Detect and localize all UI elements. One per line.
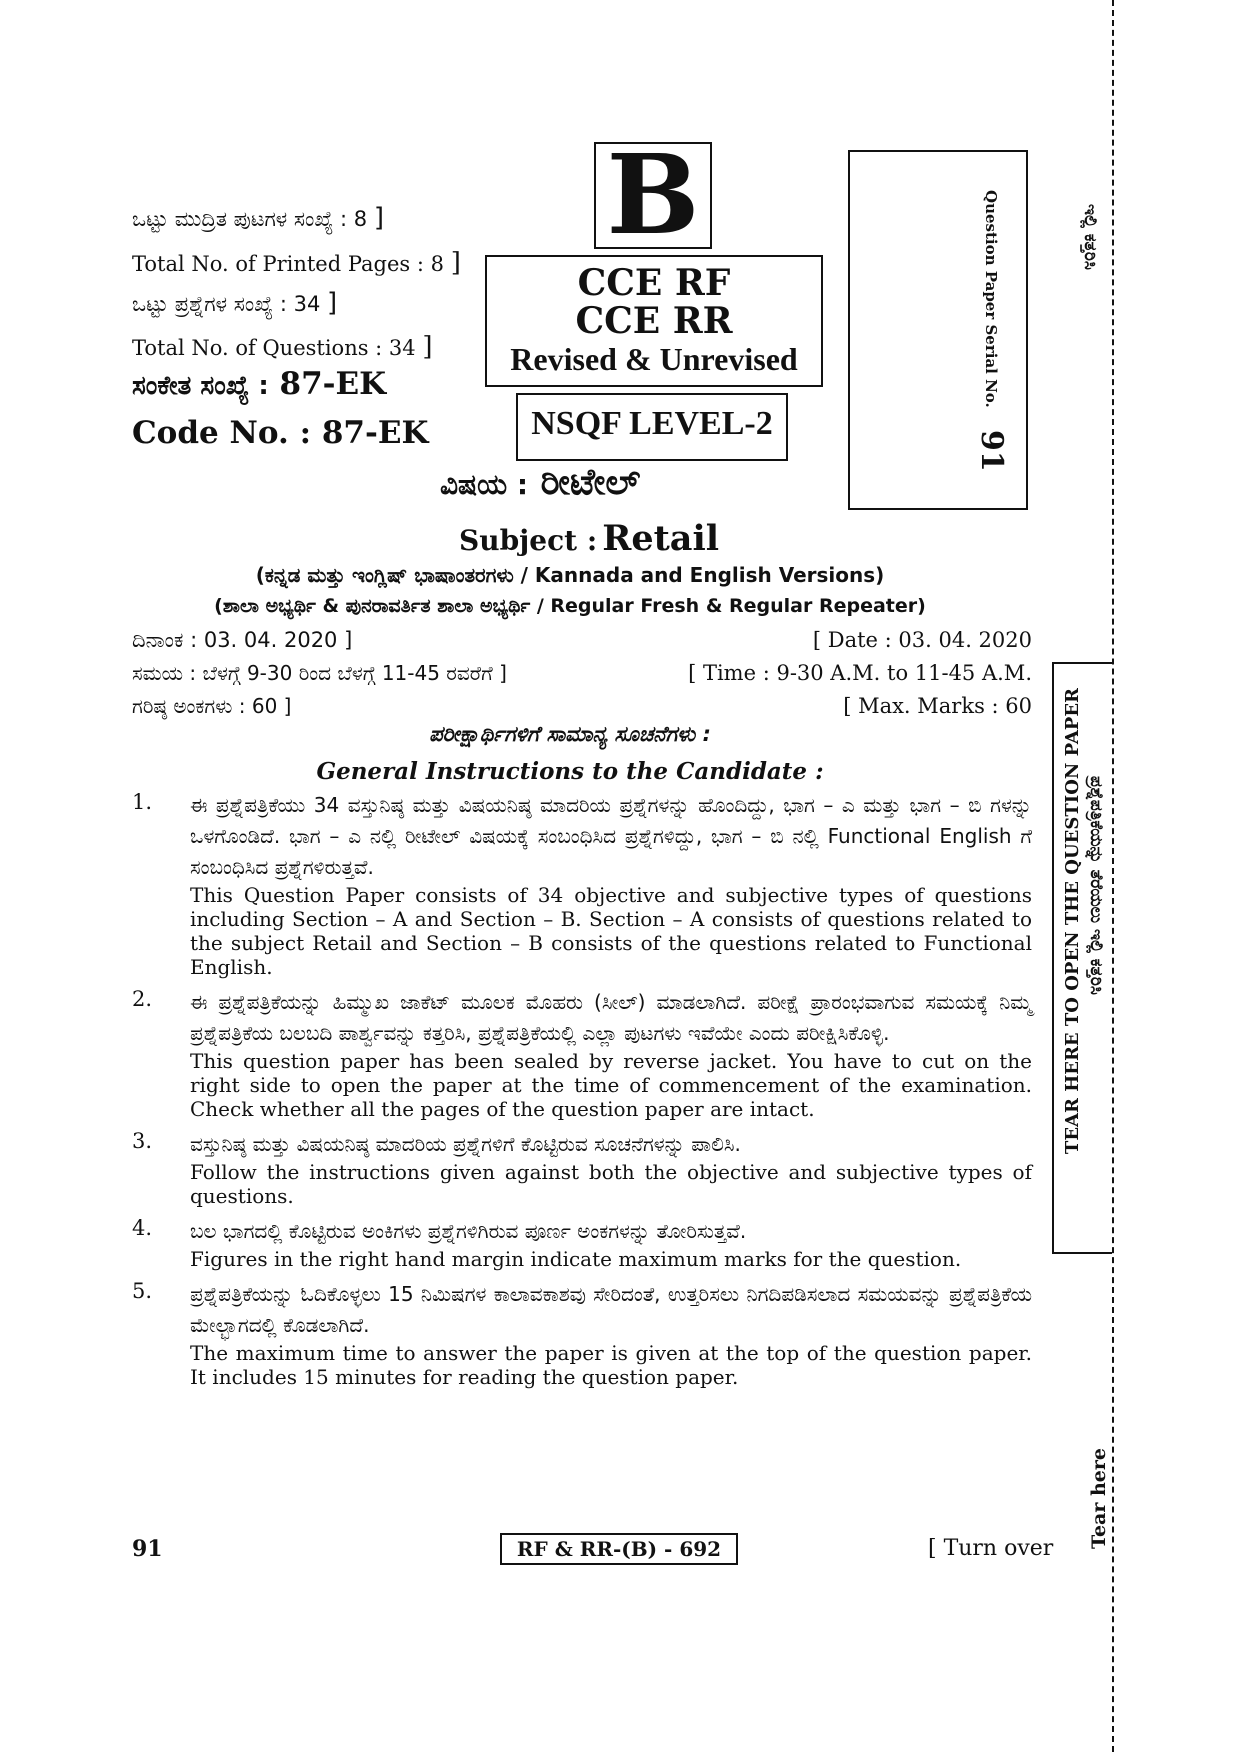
instruction-en-text: The maximum time to answer the paper is given at the top of the question paper. It includes 15 minutes for reading the question paper. <box>190 1341 1032 1389</box>
instruction-kn-text: ವಸ್ತುನಿಷ್ಠ ಮತ್ತು ವಿಷಯನಿಷ್ಠ ಮಾದರಿಯ ಪ್ರಶ್ನೆಗಳಿಗೆ ಕೊಟ್ಟಿರುವ ಸೂಚನೆಗಳನ್ನು ಪಾಲಿಸಿ. <box>190 1132 741 1156</box>
instruction-en-text: Figures in the right hand margin indicate maximum marks for the question. <box>190 1247 962 1271</box>
footer-page-number: 91 <box>132 1536 163 1562</box>
instruction-item-5 <box>132 1279 1032 1389</box>
instruction-number: 4. <box>132 1216 153 1240</box>
tear-here-label: Tear here <box>1088 1448 1110 1549</box>
kn-instructions-heading: ಪರೀಕ್ಷಾರ್ಥಿಗಳಿಗೆ ಸಾಮಾನ್ಯ ಸೂಚನೆಗಳು : <box>429 722 711 746</box>
instruction-item-2 <box>132 987 1032 1121</box>
kn-questions: ಒಟ್ಟು ಪ್ರಶ್ನೆಗಳ ಸಂಖ್ಯೆ : 34 ] <box>132 288 338 318</box>
instruction-en-text: Follow the instructions given against both the objective and subjective types of questions. <box>190 1160 1032 1208</box>
instruction-en-text: This question paper has been sealed by reverse jacket. You have to cut on the right side to open the paper at the time of commencement of the examination. Check whether all the pages of the question paper are intact. <box>190 1049 1032 1121</box>
serial-label: Question Paper Serial No. <box>982 190 1000 408</box>
instruction-kn-text: ಈ ಪ್ರಶ್ನೆಪತ್ರಿಕೆಯನ್ನು ಹಿಮ್ಮುಖ ಜಾಕೆಟ್ ಮೂಲಕ ಮೊಹರು (ಸೀಲ್) ಮಾಡಲಾಗಿದೆ. ಪರೀಕ್ಷೆ ಪ್ರಾರಂಭವಾಗುವ ಸಮಯಕ್ಕೆ ನಿಮ್ಮ ಪ್ರಶ್ನೆಪತ್ರಿಕೆಯ ಬಲಬದಿ ಪಾರ್ಶ್ವವನ್ನು ಕತ್ತರಿಸಿ, ಪ್ರಶ್ನೆಪತ್ರಿಕೆಯಲ್ಲಿ ಎಲ್ಲಾ ಪುಟಗಳು ಇವೆಯೇ ಎಂದು ಪರೀಕ್ಷಿಸಿಕೊಳ್ಳಿ. <box>190 990 1032 1045</box>
en-time: [ Time : 9-30 A.M. to 11-45 A.M. <box>688 661 1032 685</box>
en-max-marks: [ Max. Marks : 60 <box>843 694 1032 718</box>
nsqf-level: NSQF LEVEL-2 <box>531 405 773 442</box>
kn-max-marks: ಗರಿಷ್ಠ ಅಂಕಗಳು : 60 ] <box>132 694 292 718</box>
kn-code-number: ಸಂಕೇತ ಸಂಖ್ಯೆ : 87-EK <box>132 366 387 402</box>
tear-here-box <box>1052 662 1112 1254</box>
cce-box <box>485 255 823 387</box>
instruction-kn-text: ಪ್ರಶ್ನೆಪತ್ರಿಕೆಯನ್ನು ಓದಿಕೊಳ್ಳಲು 15 ನಿಮಿಷಗಳ ಕಾಲಾವಕಾಶವು ಸೇರಿದಂತೆ, ಉತ್ತರಿಸಲು ನಿಗದಿಪಡಿಸಲಾದ ಸಮಯವನ್ನು ಪ್ರಶ್ನೆಪತ್ರಿಕೆಯ ಮೇಲ್ಭಾಗದಲ್ಲಿ ಕೊಡಲಾಗಿದೆ. <box>190 1282 1032 1337</box>
kn-date: ದಿನಾಂಕ : 03. 04. 2020 ] <box>132 628 353 652</box>
instruction-en-text: This Question Paper consists of 34 objective and subjective types of questions including Section – A and Section – B. Section – A consists of questions related to the subject Retail and Section – B consists of the questions related to Functional English. <box>190 883 1032 979</box>
en-date: [ Date : 03. 04. 2020 <box>812 628 1032 652</box>
candidates-line: (ಶಾಲಾ ಅಭ್ಯರ್ಥಿ & ಪುನರಾವರ್ತಿತ ಶಾಲಾ ಅಭ್ಯರ್ಥಿ / Regular Fresh & Regular Repeater) <box>214 595 926 617</box>
en-subject: Subject : Retail <box>459 518 720 559</box>
tear-dashed-line <box>1112 0 1114 1752</box>
instruction-number: 5. <box>132 1279 153 1303</box>
versions-line: (ಕನ್ನಡ ಮತ್ತು ಇಂಗ್ಲಿಷ್ ಭಾಷಾಂತರಗಳು / Kannada and English Versions) <box>255 563 885 587</box>
instruction-number: 3. <box>132 1129 153 1153</box>
kn-cut-here-top: ಇಲ್ಲಿ ಕತ್ತರಿಸಿ <box>1080 204 1100 270</box>
nsqf-box <box>516 393 788 461</box>
en-code-number: Code No. : 87-EK <box>132 415 429 451</box>
serial-number: 91 <box>974 430 1009 472</box>
version-letter: B <box>606 130 700 259</box>
instruction-number: 1. <box>132 790 153 814</box>
footer-code: RF & RR-(B) - 692 <box>500 1533 738 1565</box>
instructions-list <box>132 790 1032 1389</box>
serial-number-box <box>848 150 1028 510</box>
instruction-kn-text: ಈ ಪ್ರಶ್ನೆಪತ್ರಿಕೆಯು 34 ವಸ್ತುನಿಷ್ಠ ಮತ್ತು ವಿಷಯನಿಷ್ಠ ಮಾದರಿಯ ಪ್ರಶ್ನೆಗಳನ್ನು ಹೊಂದಿದ್ದು, ಭಾಗ – ಎ ಮತ್ತು ಭಾಗ – ಬಿ ಗಳನ್ನು ಒಳಗೊಂಡಿದೆ. ಭಾಗ – ಎ ನಲ್ಲಿ ರೀಟೇಲ್ ವಿಷಯಕ್ಕೆ ಸಂಬಂಧಿಸಿದ ಪ್ರಶ್ನೆಗಳಿದ್ದು, ಭಾಗ – ಬಿ ನಲ್ಲಿ Functional English ಗೆ ಸಂಬಂಧಿಸಿದ ಪ್ರಶ್ನೆಗಳಿರುತ್ತವೆ. <box>190 793 1032 879</box>
instruction-item-3 <box>132 1129 1032 1208</box>
kn-tear-open-label: ಪ್ರಶ್ನೆಪತ್ರಿಕೆಯನ್ನು ತೆರೆಯಲು ಇಲ್ಲಿ ಕತ್ತರಿಸಿ <box>1086 776 1106 995</box>
en-questions: Total No. of Questions : 34 ] <box>132 332 433 362</box>
version-letter-box <box>594 130 712 259</box>
revised-unrevised: Revised & Unrevised <box>510 340 798 377</box>
footer-turn-over: [ Turn over <box>928 1536 1054 1561</box>
instruction-item-1 <box>132 790 1032 979</box>
tear-here-open-label: TEAR HERE TO OPEN THE QUESTION PAPER <box>1062 688 1083 1155</box>
kn-time: ಸಮಯ : ಬೆಳಗ್ಗೆ 9-30 ರಿಂದ ಬೆಳಗ್ಗೆ 11-45 ರವರೆಗೆ ] <box>132 661 507 685</box>
kn-subject: ವಿಷಯ : ರೀಟೇಲ್ <box>440 462 641 503</box>
instruction-item-4 <box>132 1216 1032 1271</box>
cce-rf: CCE RF <box>577 262 731 304</box>
en-instructions-heading: General Instructions to the Candidate : <box>316 758 824 785</box>
kn-printed-pages: ಒಟ್ಟು ಮುದ್ರಿತ ಪುಟಗಳ ಸಂಖ್ಯೆ : 8 ] <box>132 203 384 233</box>
cce-rr: CCE RR <box>575 299 733 342</box>
instruction-number: 2. <box>132 987 153 1011</box>
en-printed-pages: Total No. of Printed Pages : 8 ] <box>132 248 461 278</box>
instruction-kn-text: ಬಲ ಭಾಗದಲ್ಲಿ ಕೊಟ್ಟಿರುವ ಅಂಕಿಗಳು ಪ್ರಶ್ನೆಗಳಿಗಿರುವ ಪೂರ್ಣ ಅಂಕಗಳನ್ನು ತೋರಿಸುತ್ತವೆ. <box>190 1219 747 1243</box>
